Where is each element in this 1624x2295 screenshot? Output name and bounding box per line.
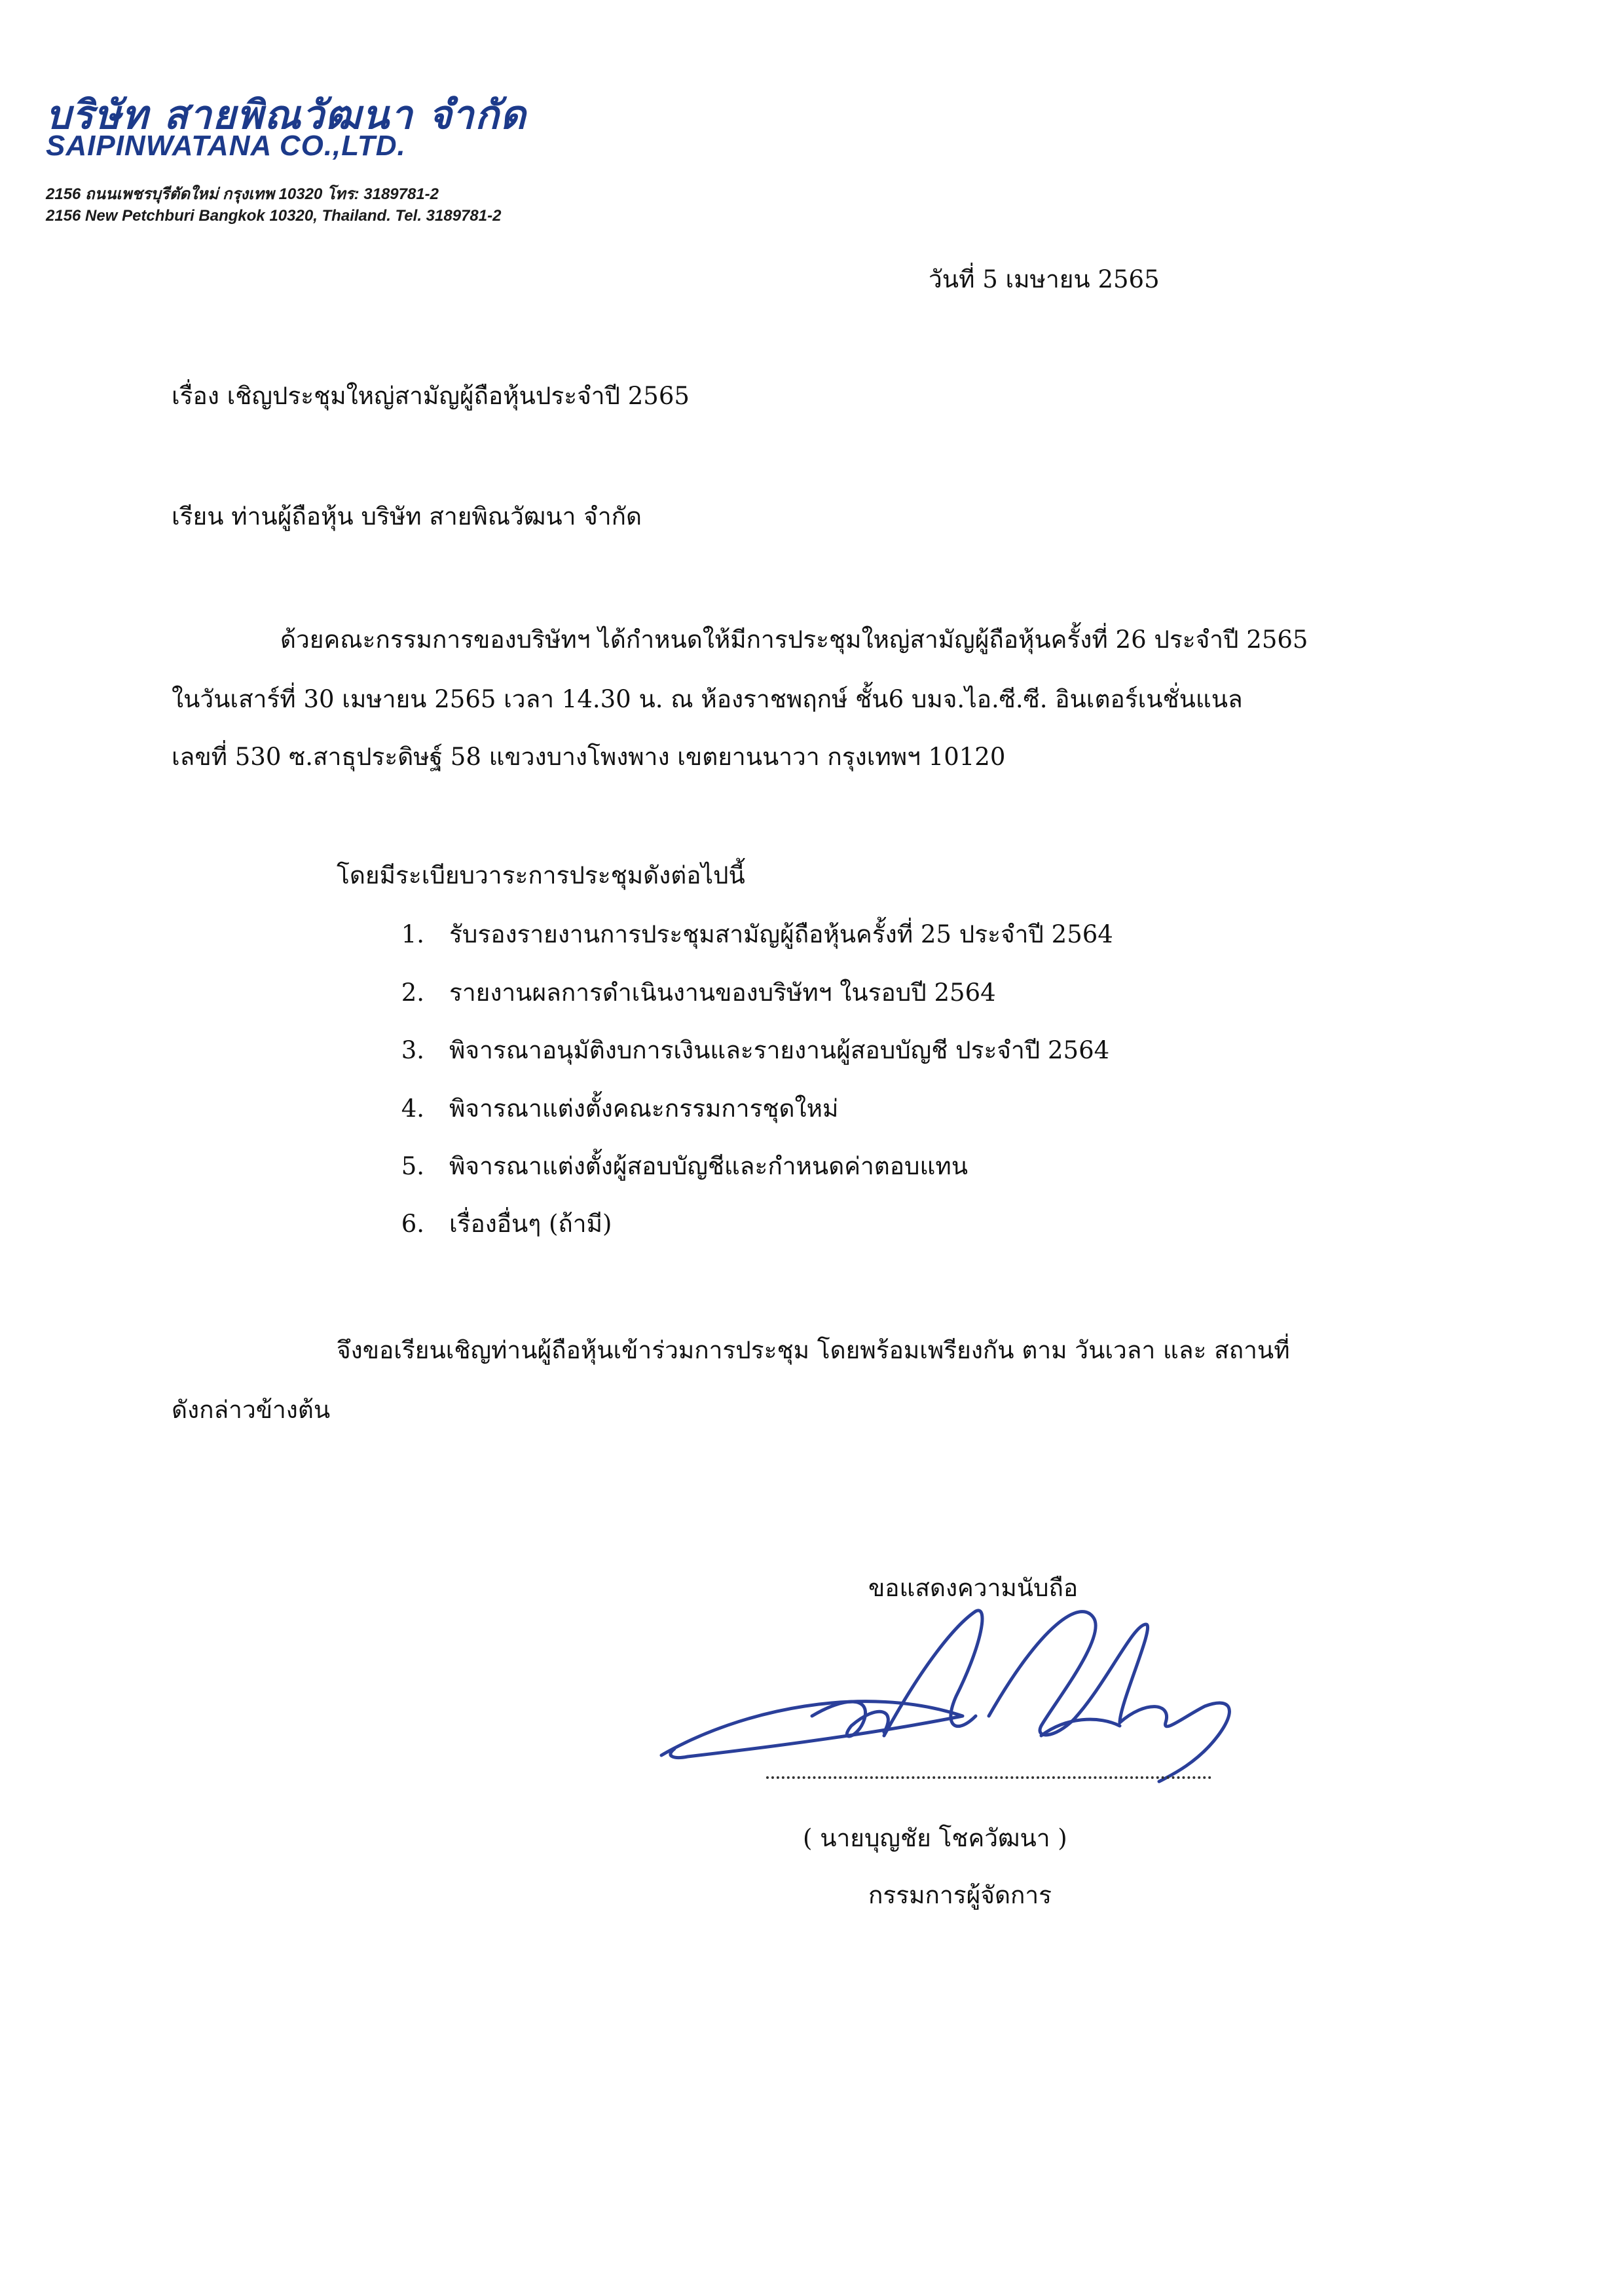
agenda-item-number: 3. [401, 1036, 424, 1064]
agenda-intro: โดยมีระเบียบวาระการประชุมดังต่อไปนี้ [337, 861, 745, 889]
agenda-item-text: พิจารณาอนุมัติงบการเงินและรายงานผู้สอบบัญชี ประจำปี 2564 [449, 1036, 1110, 1064]
company-name-english: SAIPINWATANA CO.,LTD. [46, 130, 406, 162]
signature-line [766, 1776, 1211, 1779]
handwritten-signature [648, 1585, 1303, 1795]
agenda-item-number: 4. [401, 1094, 424, 1123]
agenda-item-number: 6. [401, 1210, 424, 1238]
agenda-item-number: 2. [401, 979, 424, 1007]
agenda-item-text: รับรองรายงานการประชุมสามัญผู้ถือหุ้นครั้งที่ 25 ประจำปี 2564 [449, 920, 1113, 948]
agenda-item-number: 1. [401, 920, 424, 948]
company-address-thai: 2156 ถนนเพชรบุรีตัดใหม่ กรุงเทพ 10320 โทร: 3189781-2 [46, 185, 439, 203]
signer-title: กรรมการผู้จัดการ [868, 1881, 1052, 1909]
agenda-item-text: รายงานผลการดำเนินงานของบริษัทฯ ในรอบปี 2564 [449, 979, 996, 1007]
company-name-thai: บริษัท สายพิณวัฒนา จำกัด [46, 92, 527, 138]
letter-subject: เรื่อง เชิญประชุมใหญ่สามัญผู้ถือหุ้นประจำปี 2565 [172, 382, 690, 410]
agenda-item-number: 5. [401, 1152, 424, 1180]
signature-strokes [661, 1611, 1229, 1782]
letter-salutation: เรียน ท่านผู้ถือหุ้น บริษัท สายพิณวัฒนา จำกัด [172, 502, 642, 531]
company-address-english: 2156 New Petchburi Bangkok 10320, Thailand. Tel. 3189781-2 [46, 207, 502, 225]
body-line-3: เลขที่ 530 ซ.สาธุประดิษฐ์ 58 แขวงบางโพงพาง เขตยานนาวา กรุงเทพฯ 10120 [172, 743, 1006, 771]
body-line-1: ด้วยคณะกรรมการของบริษัทฯ ได้กำหนดให้มีการประชุมใหญ่สามัญผู้ถือหุ้นครั้งที่ 26 ประจำปี 2565 [280, 625, 1308, 654]
regards-text: ขอแสดงความนับถือ [868, 1574, 1079, 1602]
closing-line-1: จึงขอเรียนเชิญท่านผู้ถือหุ้นเข้าร่วมการประชุม โดยพร้อมเพรียงกัน ตาม วันเวลา และ สถานที่ [337, 1336, 1290, 1364]
agenda-item-text: พิจารณาแต่งตั้งคณะกรรมการชุดใหม่ [449, 1094, 839, 1123]
letter-date: วันที่ 5 เมษายน 2565 [929, 265, 1160, 293]
agenda-item-text: พิจารณาแต่งตั้งผู้สอบบัญชีและกำหนดค่าตอบแทน [449, 1152, 969, 1180]
agenda-item-text: เรื่องอื่นๆ (ถ้ามี) [449, 1210, 612, 1238]
closing-line-2: ดังกล่าวข้างต้น [172, 1396, 331, 1424]
body-line-2: ในวันเสาร์ที่ 30 เมษายน 2565 เวลา 14.30 น. ณ ห้องราชพฤกษ์ ชั้น6 บมจ.ไอ.ซี.ซี. อินเตอร์เนชั่นแนล [172, 685, 1243, 713]
signer-name: ( นายบุญชัย โชควัฒนา ) [803, 1824, 1067, 1852]
